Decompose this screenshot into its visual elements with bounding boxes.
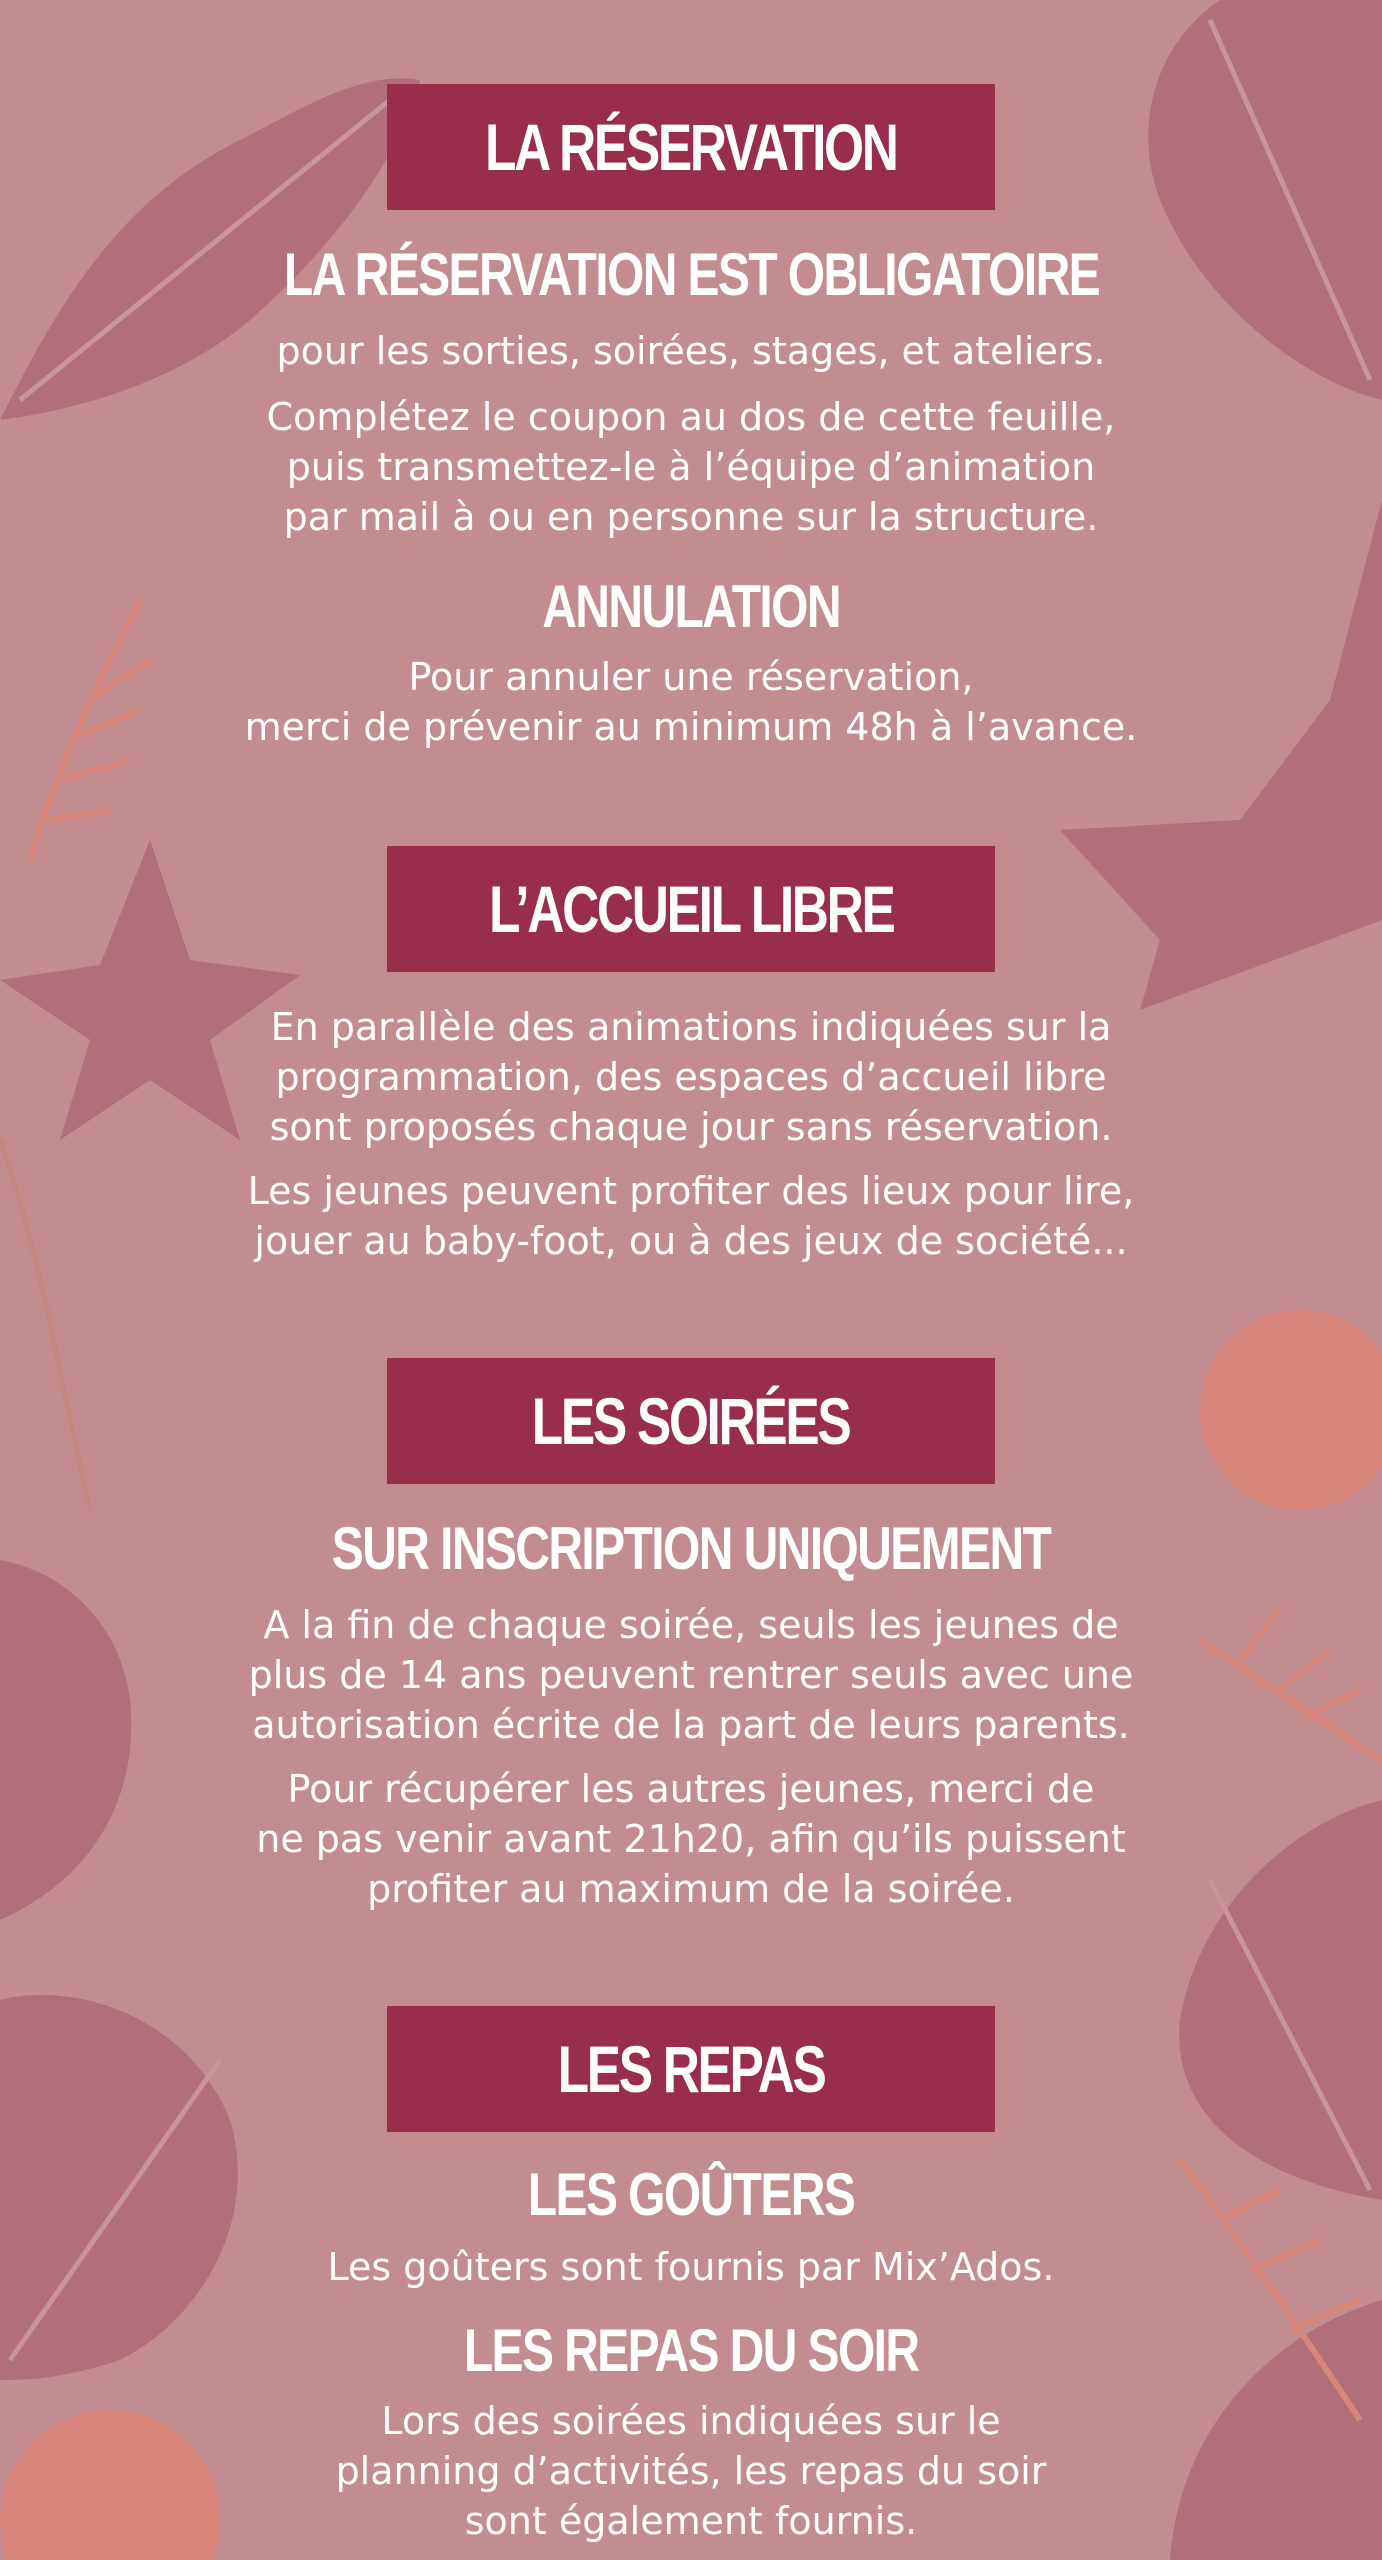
paragraph: Pour récupérer les autres jeunes, merci de ne pas venir avant 21h20, afin qu’ils puissent profiter au maximum de la soirée.: [256, 1767, 1126, 1911]
subtitle-sur-inscription: SUR INSCRIPTION UNIQUEMENT: [331, 1515, 1051, 1582]
paragraph: Lors des soirées indiquées sur le planning d’activités, les repas du soir sont également fournis.: [335, 2399, 1047, 2543]
section-title: LA RÉSERVATION: [485, 110, 897, 184]
section-title: LES SOIRÉES: [532, 1384, 850, 1458]
subtitle-gouters: LES GOÛTERS: [527, 2161, 855, 2228]
subtitle-repas-soir: LES REPAS DU SOIR: [463, 2317, 919, 2384]
paragraph: Pour annuler une réservation, merci de prévenir au minimum 48h à l’avance.: [244, 655, 1138, 749]
section-banner-accueil: [387, 846, 995, 972]
paragraph: Complétez le coupon au dos de cette feuille, puis transmettez-le à l’équipe d’animation par mail à ou en personne sur la structure.: [266, 395, 1116, 539]
section-banner-repas: [387, 2006, 995, 2132]
paragraph: Les goûters sont fournis par Mix’Ados.: [327, 2245, 1055, 2289]
paragraph: En parallèle des animations indiquées sur la programmation, des espaces d’accueil libre sont proposés chaque jour sans réservation.: [269, 1005, 1113, 1149]
section-banner-reservation: [387, 84, 995, 210]
subtitle-annulation: ANNULATION: [542, 573, 840, 640]
paragraph: pour les sorties, soirées, stages, et ateliers.: [276, 329, 1106, 373]
paragraph: Les jeunes peuvent profiter des lieux pour lire, jouer au baby-foot, ou à des jeux de société...: [247, 1169, 1135, 1263]
section-title: L’ACCUEIL LIBRE: [488, 872, 894, 946]
paragraph: A la fin de chaque soirée, seuls les jeunes de plus de 14 ans peuvent rentrer seuls avec une autorisation écrite de la part de leurs parents.: [248, 1603, 1134, 1747]
section-banner-soirees: [387, 1358, 995, 1484]
section-title: LES REPAS: [557, 2032, 825, 2106]
subtitle-reservation-obligatoire: LA RÉSERVATION EST OBLIGATOIRE: [283, 241, 1099, 308]
